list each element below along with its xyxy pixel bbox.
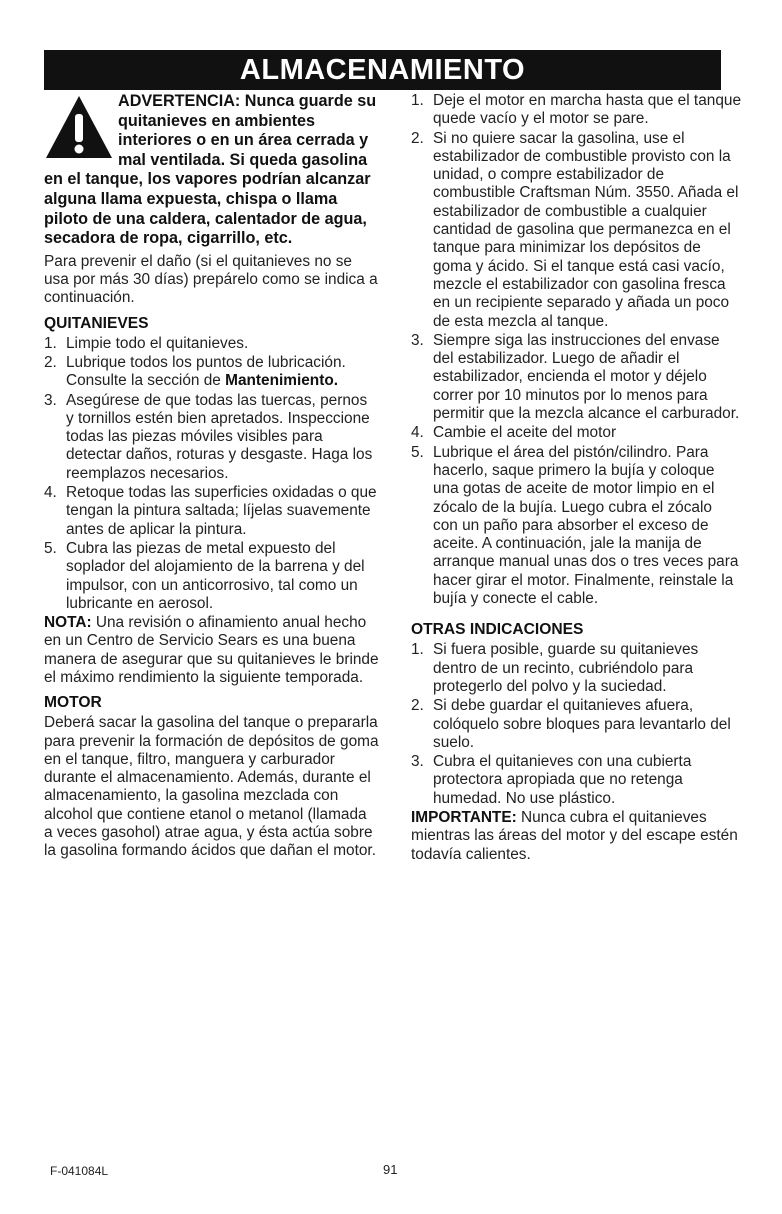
nota-label: NOTA: [44,614,92,632]
nota-paragraph: NOTA: Una revisión o afinamiento anual hecho en un Centro de Servicio Sears es una buena manera de asegurar que su quitanieves le brinde el máximo rendimiento la siguiente temporada. [44,614,379,686]
list-item: 4. Retoque todas las superficies oxidadas o que tengan la pintura saltada; líjelas suavemente antes de aplicar la pintura. [44,484,377,538]
quitanieves-list [44,335,379,613]
importante-paragraph: IMPORTANTE: Nunca cubra el quitanieves mientras las áreas del motor y del escape estén todavía calientes. [411,808,738,863]
list-item: 2. Si no quiere sacar la gasolina, use el estabilizador de combustible provisto con la unidad, o compre estabilizador de combustible Craftsman Núm. 3550. Añada el estabilizador de combustible a cualquier cantidad de gasolina que permanezca en el tanque para minimizar los depósitos de goma y ácido. Si el tanque está casi vacío, mezcle el estabilizador con gasolina fresca en un recipiente separado y añada un poco de esta mezcla al tanque. [411,129,739,330]
right-column [411,92,741,864]
list-item: 1. Limpie todo el quitanieves. [44,334,249,352]
list-item: 3. Siempre siga las instrucciones del envase del estabilizador. Luego de añadir el estabilizador, encienda el motor y déjelo correr por 10 minutos por lo menos para permitir que la mezcla alcance el carburador. [411,331,740,423]
list-item: 4. Cambie el aceite del motor [411,424,617,442]
section-header: ALMACENAMIENTO [44,50,721,90]
motor-text: Deberá sacar la gasolina del tanque o prepararla para prevenir la formación de depósitos de goma en el tanque, filtro, manguera y carburador durante el almacenamiento. Además, durante el almacenamiento, la gasolina mezclada con alcohol que contiene etanol o metanol (llamada a veces gasohol) atrae agua, y ésta actúa sobre la gasolina formando ácidos que dañan el motor. [44,714,379,860]
quitanieves-heading: QUITANIEVES [44,314,149,332]
list-item: 5. Lubrique el área del pistón/cilindro. Para hacerlo, saque primero la bujía y coloque una gotas de aceite de motor limpio en el zócalo de la bujía. Luego cubra el zócalo con un paño para absorber el exceso de aceite. A continuación, jale la manija de arranque manual unas dos o tres veces para hacer girar el motor. Finalmente, reinstale la bujía y conecte el cable. [411,443,739,608]
document-code: F-041084L [50,1164,109,1178]
list-item: 3. Asegúrese de que todas las tuercas, pernos y tornillos estén bien apretados. Inspeccione todas las piezas móviles visibles para detectar daños, roturas y desgaste. Haga los reemplazos necesarios. [44,391,373,482]
otras-heading: OTRAS INDICACIONES [411,621,584,639]
list-item: 1. Si fuera posible, guarde su quitanieves dentro de un recinto, cubriéndolo para protegerlo del polvo y la suciedad. [411,641,699,695]
list-item: 3. Cubra el quitanieves con una cubierta protectora apropiada que no retenga humedad. No use plástico. [411,753,692,807]
warning-triangle-icon [44,92,114,160]
list-item: 2. Lubrique todos los puntos de lubricación. Consulte la sección de Mantenimiento. [44,353,346,390]
warning-text: ADVERTENCIA: Nunca guarde su quitanieves en ambientes interiores o en un área cerrada y mal ventilada. Si queda gasolina en el tanque, los vapores podrían alcanzar alguna llama expuesta, chispa o llama piloto de una caldera, calentador de agua, secadora de ropa, cigarrillo, etc. [44,92,377,248]
importante-label: IMPORTANTE: [411,808,517,826]
otras-list [411,641,741,808]
page-number: 91 [383,1162,398,1177]
motor-steps-list [411,92,741,608]
list-item: 5. Cubra las piezas de metal expuesto del soplador del alojamiento de la barrena y del impulsor, con un anticorrosivo, tal como un lubricante en aerosol. [44,539,365,612]
left-column [44,92,379,861]
intro-text: Para prevenir el daño (si el quitanieves no se usa por más 30 días) prepárelo como se indica a continuación. [44,252,378,307]
list-item: 2. Si debe guardar el quitanieves afuera, colóquelo sobre bloques para levantarlo del suelo. [411,697,731,751]
motor-heading: MOTOR [44,694,102,712]
warning-block [44,92,379,249]
list-item: 1. Deje el motor en marcha hasta que el tanque quede vacío y el motor se pare. [411,92,742,128]
